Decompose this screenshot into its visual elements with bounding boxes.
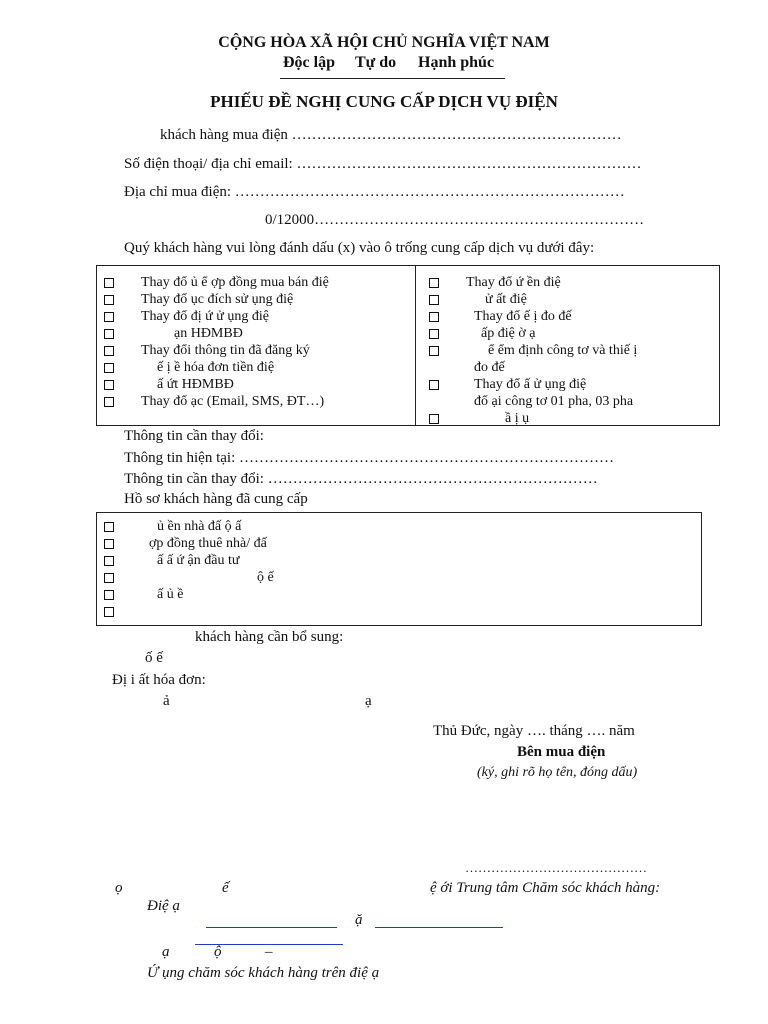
checkbox[interactable] xyxy=(104,539,114,549)
footer-line: ọ xyxy=(115,880,123,896)
supplement-heading: khách hàng cần bổ sung: xyxy=(195,629,344,645)
motto-independence: Độc lập xyxy=(283,54,335,71)
footer-line: ế xyxy=(222,880,229,896)
supplement-line: ả xyxy=(163,693,170,709)
footer-line: ặ xyxy=(355,912,363,928)
checkbox[interactable] xyxy=(429,295,439,305)
checkbox[interactable] xyxy=(104,380,114,390)
motto-happiness: Hạnh phúc xyxy=(418,54,495,71)
motto-freedom: Tự do xyxy=(355,54,397,71)
services-divider xyxy=(415,265,416,425)
customer-code-line: 0/12000………………………………………………………… xyxy=(265,212,645,228)
new-info-line: Thông tin cần thay đổi: ………………………………………………………… xyxy=(124,471,598,487)
customer-line: khách hàng mua điện ………………………………………………………… xyxy=(160,127,622,143)
signature-note: (ký, ghi rõ họ tên, đóng dấu) xyxy=(477,765,638,780)
checkbox[interactable] xyxy=(104,312,114,322)
footer-line: ạ xyxy=(162,944,170,960)
signature-dots: …………………………………… xyxy=(465,860,647,875)
current-info-line: Thông tin hiện tại: ………………………………………………………………… xyxy=(124,450,614,466)
checkbox[interactable] xyxy=(429,380,439,390)
documents-heading: Hồ sơ khách hàng đã cung cấp xyxy=(124,491,308,507)
checkbox[interactable] xyxy=(429,414,439,424)
footer-app-line: Ứ ụng chăm sóc khách hàng trên điệ ạ xyxy=(147,965,380,981)
checkbox[interactable] xyxy=(104,573,114,583)
checkbox[interactable] xyxy=(104,346,114,356)
checkbox[interactable] xyxy=(104,607,114,617)
instruction-text: Quý khách hàng vui lòng đánh dấu (x) vào ô trống cung cấp dịch vụ dưới đây: xyxy=(124,240,595,256)
supplement-line: ố ế xyxy=(145,650,163,666)
checkbox[interactable] xyxy=(104,522,114,532)
checkbox[interactable] xyxy=(429,329,439,339)
website-link-underline[interactable] xyxy=(375,927,503,928)
footer-line: – xyxy=(265,944,273,960)
checkbox[interactable] xyxy=(104,363,114,373)
checkbox[interactable] xyxy=(104,397,114,407)
checkbox[interactable] xyxy=(104,295,114,305)
checkbox[interactable] xyxy=(104,329,114,339)
phone-email-line: Số điện thoại/ địa chỉ email: …………………………………………………………… xyxy=(124,156,642,172)
checkbox[interactable] xyxy=(429,278,439,288)
country-name: CỘNG HÒA XÃ HỘI CHỦ NGHĨA VIỆT NAM xyxy=(218,34,550,51)
checkbox[interactable] xyxy=(429,346,439,356)
phone-link-underline[interactable] xyxy=(206,927,337,928)
header-underline xyxy=(280,78,505,79)
checkbox[interactable] xyxy=(104,556,114,566)
signer-title: Bên mua điện xyxy=(517,744,606,760)
invoice-address-line: Đị i ất hóa đơn: xyxy=(112,672,206,688)
footer-phone-label: Điệ ạ xyxy=(147,898,180,914)
date-line: Thủ Đức, ngày …. tháng …. năm xyxy=(433,723,635,739)
checkbox[interactable] xyxy=(104,590,114,600)
change-info-heading: Thông tin cần thay đổi: xyxy=(124,428,264,444)
footer-line: ộ xyxy=(214,944,222,960)
checkbox[interactable] xyxy=(429,312,439,322)
address-line: Địa chỉ mua điện: …………………………………………………………………… xyxy=(124,184,625,200)
supplement-line: ạ xyxy=(365,693,372,709)
footer-contact-heading: ệ ới Trung tâm Chăm sóc khách hàng: xyxy=(430,880,661,896)
form-title: PHIẾU ĐỀ NGHỊ CUNG CẤP DỊCH VỤ ĐIỆN xyxy=(210,92,558,111)
checkbox[interactable] xyxy=(104,278,114,288)
